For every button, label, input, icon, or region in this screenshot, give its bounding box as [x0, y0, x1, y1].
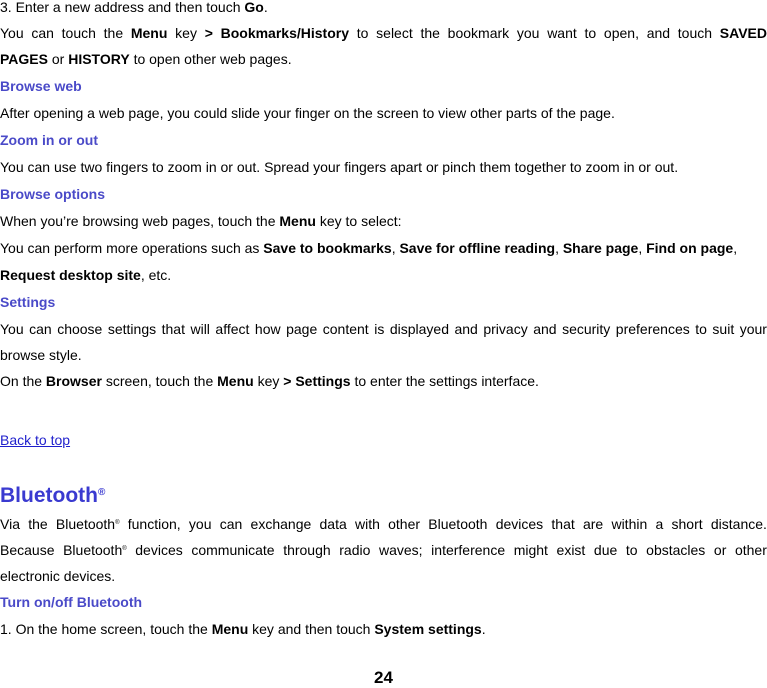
system-settings-label: System settings — [374, 621, 482, 637]
settings-line-3: On the Browser screen, touch the Menu key > Settings to enter the settings interface. — [0, 373, 539, 389]
request-desktop-label: Request desktop site — [0, 267, 141, 283]
step-3-line: 3. Enter a new address and then touch Go. — [0, 0, 268, 15]
back-to-top-link[interactable]: Back to top — [0, 432, 71, 448]
bluetooth-line-3: electronic devices. — [0, 568, 116, 584]
history-label: HISTORY — [68, 51, 130, 67]
bluetooth-line-2: Because Bluetooth® devices communicate through radio waves; interference might exist due to obstacles or other — [0, 542, 767, 558]
browse-web-text: After opening a web page, you could slide your finger on the screen to view other parts of the page. — [0, 105, 615, 121]
open-bookmark-line-2: PAGES or HISTORY to open other web pages. — [0, 51, 292, 67]
turn-on-off-bluetooth-heading: Turn on/off Bluetooth — [0, 594, 143, 610]
back-to-top-row — [0, 431, 767, 449]
open-bookmark-line-1: You can touch the Menu key > Bookmarks/History to select the bookmark you want to open, and touch SAVED — [0, 25, 767, 41]
find-on-page-label: Find on page — [646, 240, 734, 256]
settings-line-1: You can choose settings that will affect how page content is displayed and privacy and security preferences to suit your — [0, 321, 767, 337]
browse-options-line-2: You can perform more operations such as Save to bookmarks, Save for offline reading, Share page, Find on page, — [0, 240, 738, 256]
bluetooth-line-1: Via the Bluetooth® function, you can exchange data with other Bluetooth devices that are within a short distance. — [0, 516, 767, 532]
settings-line-2: browse style. — [0, 347, 82, 363]
save-to-bookmarks-label: Save to bookmarks — [263, 240, 392, 256]
share-page-label: Share page — [562, 240, 639, 256]
save-offline-label: Save for offline reading — [399, 240, 556, 256]
browse-web-heading: Browse web — [0, 78, 82, 94]
settings-heading: Settings — [0, 294, 56, 310]
bookmarks-history-label: Bookmarks/History — [220, 25, 349, 41]
step-3-text: 3. Enter a new address and then touch — [0, 0, 245, 15]
bluetooth-title: Bluetooth® — [0, 484, 106, 507]
go-label: Go — [244, 0, 264, 15]
bluetooth-step-1: 1. On the home screen, touch the Menu key and then touch System settings. — [0, 621, 486, 637]
zoom-text: You can use two fingers to zoom in or out. Spread your fingers apart or pinch them together to zoom in or out. — [0, 159, 679, 175]
registered-mark: ® — [97, 487, 106, 498]
browse-options-heading: Browse options — [0, 186, 106, 202]
menu-key-label: Menu — [130, 25, 168, 41]
browse-options-line-1: When you’re browsing web pages, touch the Menu key to select: — [0, 213, 402, 229]
page-number: 24 — [374, 668, 393, 687]
zoom-heading: Zoom in or out — [0, 132, 98, 148]
browse-options-line-3: Request desktop site, etc. — [0, 267, 172, 283]
